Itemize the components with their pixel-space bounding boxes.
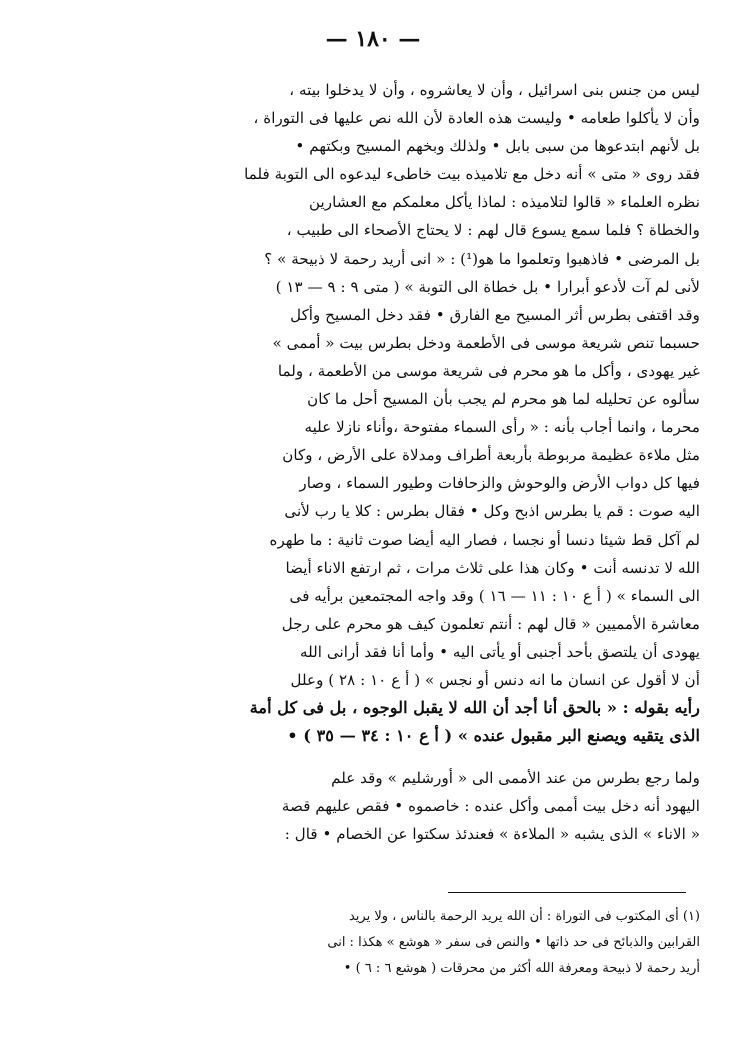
page-number: — ١٨٠ — (325, 26, 421, 52)
text-line: لم آكل قط شيئا دنسا أو نجسا ، فصار اليه أيضا صوت ثانية : ما طهره (269, 530, 700, 549)
text-line: فقد روى « متى » أنه دخل مع تلاميذه بيت خاطىء ليدعوه الى التوبة فلما (244, 165, 700, 184)
text-line: الله لا تدنسه أنت • وكان هذا على ثلاث مرات ، ثم ارتفع الاناء أيضا (285, 558, 700, 577)
text-line: اليه صوت : قم يا بطرس اذبح وكل • فقال بطرس : كلا يا رب لأنى (284, 502, 700, 521)
footnote-line: (١) أى المكتوب فى التوراة : أن الله يريد الرحمة بالناس ، ولا يريد (348, 909, 700, 924)
paragraph-2 (66, 764, 700, 848)
text-line: بل المرضى • فاذهبوا وتعلموا ما هو(¹) : « انى أريد رحمة لا ذبيحة » ؟ (264, 249, 700, 268)
text-line-bold: رأيه بقوله : « بالحق أنا أجد أن الله لا يقبل الوجوه ، بل فى كل أمة (249, 698, 700, 718)
text-line: حسبما تنص شريعة موسى فى الأطعمة ودخل بطرس بيت « أممى » (272, 333, 700, 352)
text-line: غير يهودى ، وأكل ما هو محرم فى شريعة موسى من الأطعمة ، ولما (277, 361, 700, 380)
text-line-bold: الذى يتقيه ويصنع البر مقبول عنده » ( أ ع ١٠ : ٣٤ — ٣٥ ) • (287, 726, 700, 746)
text-line: الى السماء » ( أ ع ١٠ : ١١ — ١٦ ) وقد واجه المجتمعين برأيه فى (289, 586, 700, 605)
text-line: لأنى لم آت لأدعو أبرارا • بل خطاة الى التوبة » ( متى ٩ : ٩ — ١٣ ) (275, 277, 700, 296)
text-line: نظره العلماء « قالوا لتلاميذه : لماذا يأكل معلمكم مع العشارين (308, 193, 700, 212)
text-line: فيها كل دواب الأرض والوحوش والزحافات وطيور السماء ، وصار (299, 474, 700, 493)
text-line: مثل ملاءة عظيمة مربوطة بأربعة أطراف ومدلاة على الأرض ، وكان (282, 446, 700, 465)
footnote-line: أريد رحمة لا ذبيحة ومعرفة الله أكثر من محرقات ( هوشع ٦ : ٦ ) • (343, 961, 700, 976)
body-text (66, 76, 700, 849)
text-line: وقد اقتفى بطرس أثر المسيح مع الفارق • فقد دخل المسيح وأكل (290, 305, 700, 324)
text-line: والخطاة ؟ فلما سمع يسوع قال لهم : لا يحتاج الأصحاء الى طبيب ، (286, 221, 700, 240)
footnote (66, 904, 700, 982)
text-line: وأن لا يأكلوا طعامه • وليست هذه العادة لأن الله نص عليها فى التوراة ، (253, 109, 700, 128)
text-line: ولما رجع بطرس من عند الأممى الى « أورشليم » وقد علم (331, 769, 700, 788)
footnote-line: القرابين والذبائح فى حد ذاتها • والنص فى سفر « هوشع » هكذا : انى (327, 935, 700, 950)
text-line: بل لأنهم ابتدعوها من سبى بابل • ولذلك وبخهم المسيح وبكتهم • (295, 137, 700, 156)
text-line: اليهود أنه دخل بيت أممى وأكل عنده : خاصموه • فقص عليهم قصة (281, 797, 700, 816)
text-line: أن لا أقول عن انسان ما انه دنس أو نجس » ( أ ع ١٠ : ٢٨ ) وعلل (290, 670, 700, 689)
text-line: محرما ، وانما أجاب بأنه : « رأى السماء مفتوحة ،وأناء نازلا عليه (304, 418, 700, 437)
paragraph-gap (66, 750, 700, 764)
text-line: ليس من جنس بنى اسرائيل ، وأن لا يعاشروه ، وأن لا يدخلوا بيته ، (289, 81, 700, 99)
text-line: « الاناء » الذى يشبه « الملاءة » فعندئذ سكتوا عن الخصام • قال : (284, 825, 700, 844)
text-line: معاشرة الأمميين « قال لهم : أنتم تعلمون كيف هو محرم على رجل (281, 614, 700, 633)
paragraph-1 (66, 76, 700, 750)
footnote-divider (448, 892, 686, 893)
text-line: يهودى أن يلتصق بأحد أجنبى أو يأتى اليه • وأما أنا فقد أرانى الله (300, 642, 700, 661)
text-line: سألوه عن تحليله لما هو محرم لم يجب بأن المسيح أحل ما كان (307, 390, 700, 409)
